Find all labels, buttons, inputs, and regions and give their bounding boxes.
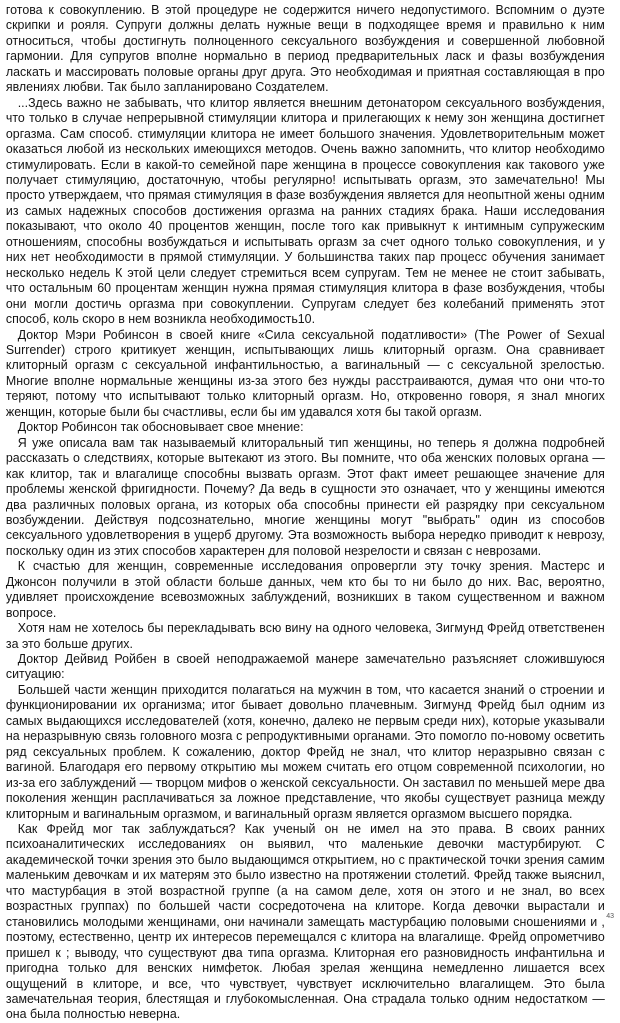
paragraph-3: Доктор Мэри Робинсон в своей книге «Сила сексуальной податливости» (The Power of Sexual Surrender) строго критикует женщин, испытывающих лишь клиторный оргазм. Она сравнивает клиторный оргазм с сексуальной инфантильностью, а вагинальный — с сексуальной зрелостью. Многие вполне нормальные женщины из-за этого без нужды расстраиваются, думая что они что-то теряют, потому что испытывают только клиторный оргазм. Но, откровенно говоря, я знал многих женщин, которые были бы счастливы, если бы им удавался хотя бы такой оргазм.	[5, 327, 605, 419]
paragraph-7: Хотя нам не хотелось бы перекладывать всю вину на одного человека, Зигмунд Фрейд ответственен за это больше других.	[5, 621, 605, 651]
paragraph-9-quote: Большей части женщин приходится полагаться на мужчин в том, что касается знаний о строении и функционировании их организма; итог бывает довольно плачевным. Зигмунд Фрейд был одним из самых выдающихся исследователей (хотя, конечно, далеко не первым среди них), которые указывали на неразрывную связь головного мозга с репродуктивными органами. Это помогло по-новому осветить ряд сексуальных проблем. К сожалению, доктор Фрейд не знал, что клитор неразрывно связан с вагиной. Благодаря его первому открытию мы можем считать его отцом современной психологии, но из-за его заблуждений — творцом мифов о женской сексуальности. Он заставил по меньшей мере два поколения женщин расплачиваться за ложное представление, что якобы существует разница между клиторным и вагинальным оргазмом, и вагинальный оргазм является оргазмом высшего порядка.	[5, 682, 605, 821]
paragraph-4: Доктор Робинсон так обосновывает свое мнение:	[17, 420, 304, 435]
paragraph-5-quote: Я уже описала вам так называемый клиторальный тип женщины, но теперь я должна подробней рассказать о следствиях, которые вытекают из этого. Вы помните, что оба женских половых органа — как клитор, так и влагалище способны вызвать оргазм. Этот факт имеет решающее значение для проблемы женской фригидности. Почему? Да ведь в сущности это означает, что у женщины имеются два различных половых органа, из которых оба способны принести ей разрядку при сексуальном возбуждении. Действуя подсознательно, многие женщины могут "выбрать" один из способов сексуального удовлетворения в ущерб другому. Эта возможность выбора нередко приводит к неврозу, поскольку один из этих способов характерен для половой незрелости и связан с неврозами.	[5, 435, 605, 558]
paragraph-10: Как Фрейд мог так заблуждаться? Как ученый он не имел на это права. В своих ранних психоаналитических исследованиях он выявил, что маленькие девочки мастурбируют. С академической точки зрения это было выдающимся открытием, но с практической точки зрения самим маленьким девочкам и их матерям это было известно на протяжении столетий. Фрейд также выяснил, что мастурбация в этой возрастной группе (а на самом деле, хотя он этого и не знал, во всех возрастных группах) по большей части сосредоточена на клиторе. Когда девочки вырастали и становились молодыми женщинами, они начинали замещать мастурбацию половыми сношениями и , поэтому, естественно, центр их интересов перемещался с клитора на влагалище. Фрейд опрометчиво пришел к ; выводу, что существуют два типа оргазма. Клиторная его разновидность инфантильна и пригодна только для венских нимфеток. Любая зрелая женщина немедленно лишается всех ощущений в клиторе, и все, что чувствует, чувствует исключительно влагалищем. Это была замечательная теория, блестящая и глубокомысленная. Она страдала только одним недостатком — она была полностью неверна.	[5, 822, 605, 1022]
paragraph-2: ...Здесь важно не забывать, что клитор является внешним детонатором сексуального возбуждения, что только в случае непрерывной стимуляции клитора и прилегающих к нему зон женщина достигнет оргазма. Сам способ. стимуляции клитора не имеет большого значения. Удовлетворительным может оказаться любой из нескольких имеющихся методов. Очень важно запомнить, что клитор необходимо стимулировать. Если в какой-то семейной паре женщина в процессе совокупления как такового уже получает стимуляцию, достаточную, чтобы регулярно! испытывать оргазм, это замечательно! Мы просто утверждаем, что прямая стимуляция в фазе возбуждения является для неопытной жены одним из самых надежных способов достижения оргазма на ранних стадиях брака. Наши исследования показывают, что около 40 процентов женщин, после того как привыкнут к интимным супружеским отношениям, способны возбуждаться и испытывать оргазм за счет одного только совокупления, и у них нет необходимости в прямой стимуляции. У большинства таких пар процесс обучения занимает несколько недель К этой цели следует стремиться всем супругам. Тем не менее не стоит забывать, что остальным 60 процентам женщин нужна прямая стимуляция клитора в фазе возбуждения, чтобы они могли достичь оргазма при совокуплении. Супругам следует без колебаний применять этот способ, коль скоро в нем возникла необходимость10.	[5, 95, 605, 327]
page-number: 43	[606, 913, 614, 920]
paragraph-8: Доктор Дейвид Ройбен в своей неподражаемой манере замечательно разъясняет сложившуюся ситуацию:	[5, 652, 605, 682]
paragraph-6: К счастью для женщин, современные исследования опровергли эту точку зрения. Мастерс и Джонсон получили в этой области больше данных, чем кто бы то ни было до них. Вас, вероятно, удивляет происхождение всевозможных заблуждений, возникших в таком существенном и важном вопросе.	[5, 559, 605, 620]
paragraph-1: готова к совокуплению. В этой процедуре не содержится ничего недопустимого. Вспомним о дуэте скрипки и рояля. Супруги должны делать нужные вещи в подходящее время и правильно к ним относиться, чтобы достигнуть полноценного сексуального возбуждения и совершенной любовной гармонии. Для супругов вполне нормально в период предварительных ласк и фазы возбуждения ласкать и массировать половые органы друг друга. Это необходимая и приятная составляющая в про явлениях любви. Так было запланировано Создателем.	[5, 3, 605, 95]
